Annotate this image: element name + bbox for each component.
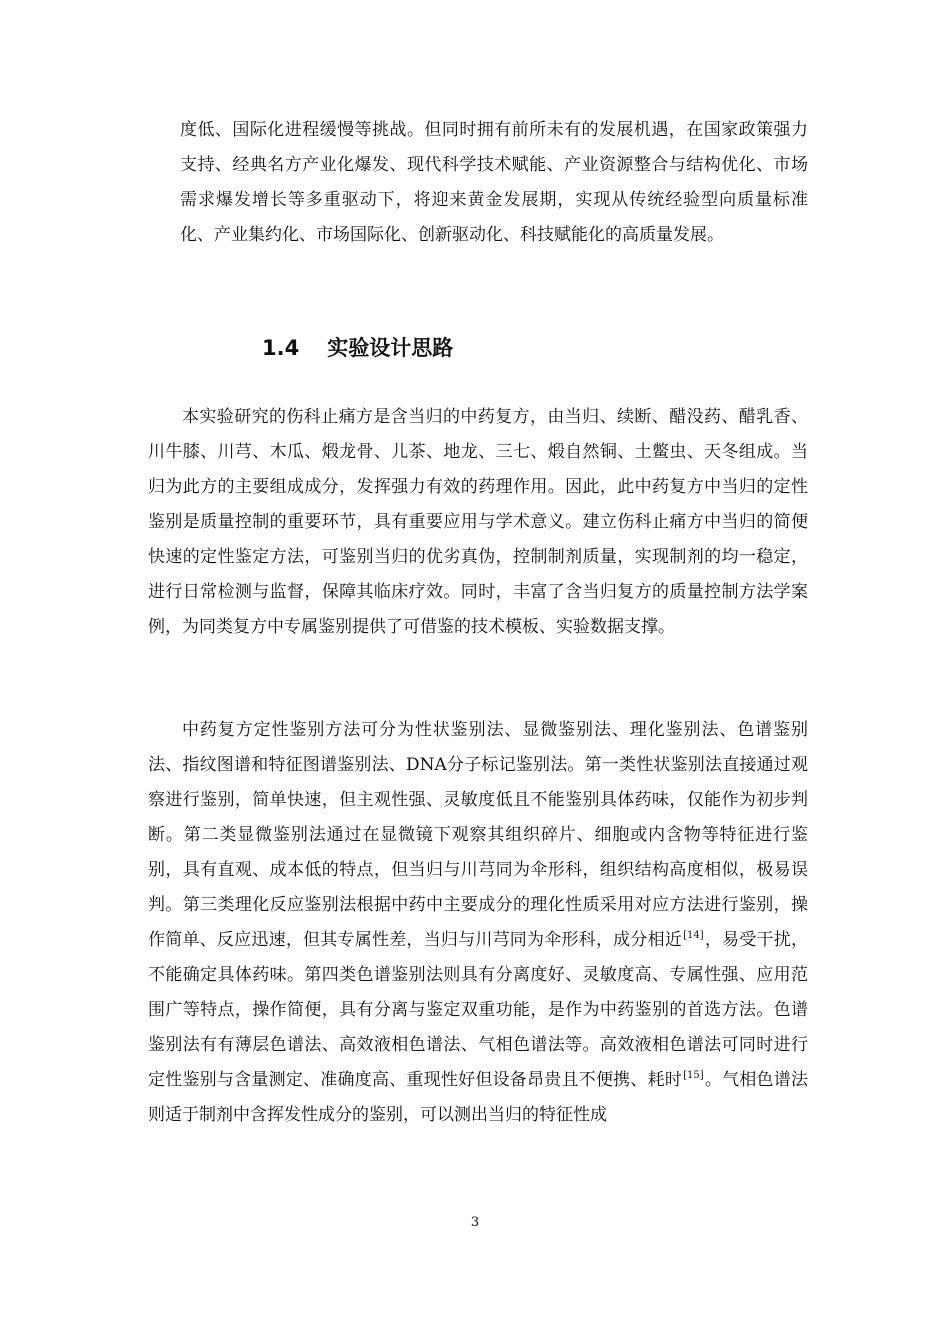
paragraph-text: ，易受干扰，不能确定具体药味。第四类色谱鉴别法则具有分离度好、灵敏度高、专属性强、应用范围广等特点，操作简便，具有分离与鉴定双重功能，是作为中药鉴别的首选方法。色谱鉴别法有有薄层色谱法、高效液相色谱法、气相色谱法等。高效液相色谱法可同时进行定性鉴别与含量测定、准确度高、重现性好但设备昂贵且不便携、耗时 (148, 930, 809, 1090)
paragraph-text: 。气相色谱法则适于制剂中含挥发性成分的鉴别，可以测出当归的特征性成 (148, 1070, 809, 1125)
paragraph-text: 度低、国际化进程缓慢等挑战。但同时拥有前所未有的发展机遇，在国家政策强力支持、经典名方产业化爆发、现代科学技术赋能、产业资源整合与结构优化、市场需求爆发增长等多重驱动下，将迎来黄金发展期，实现从传统经验型向质量标准化、产业集约化、市场国际化、创新驱动化、科技赋能化的高质量发展。 (180, 120, 808, 245)
paragraph-text: 本实验研究的伤科止痛方是含当归的中药复方，由当归、续断、醋没药、醋乳香、川牛膝、川芎、木瓜、煅龙骨、儿茶、地龙、三七、煅自然铜、土鳖虫、天冬组成。当归为此方的主要组成成分，发挥强力有效的药理作用。因此，此中药复方中当归的定性鉴别是质量控制的重要环节，具有重要应用与学术意义。建立伤科止痛方中当归的简便快速的定性鉴定方法，可鉴别当归的优劣真伪，控制制剂质量，实现制剂的均一稳定，进行日常检测与监督，保障其临床疗效。同时，丰富了含当归复方的质量控制方法学案例，为同类复方中专属鉴别提供了可借鉴的技术模板、实验数据支撑。 (148, 407, 808, 637)
citation-ref[interactable]: [15] (683, 1070, 704, 1081)
section-heading (262, 330, 453, 366)
paragraph-identification-methods (148, 713, 808, 1133)
paragraph-text: 中药复方定性鉴别方法可分为性状鉴别法、显微鉴别法、理化鉴别法、色谱鉴别法、指纹图谱和特征图谱鉴别法、DNA分子标记鉴别法。第一类性状鉴别法直接通过观察进行鉴别，简单快速，但主观性强、灵敏度低且不能鉴别具体药味，仅能作为初步判断。第二类显微鉴别法通过在显微镜下观察其组织碎片、细胞或内含物等特征进行鉴别，具有直观、成本低的特点，但当归与川芎同为伞形科，组织结构高度相似，极易误判。第三类理化反应鉴别法根据中药中主要成分的理化性质采用对应方法进行鉴别，操作简单、反应迅速，但其专属性差，当归与川芎同为伞形科，成分相近 (148, 720, 808, 950)
paragraph-experiment-purpose (148, 400, 808, 645)
page-number: 3 (470, 1215, 480, 1230)
section-title: 实验设计思路 (327, 336, 454, 360)
citation-ref[interactable]: [14] (683, 930, 704, 941)
section-number: 1.4 (262, 336, 300, 360)
paragraph-intro-continuation (180, 113, 808, 253)
